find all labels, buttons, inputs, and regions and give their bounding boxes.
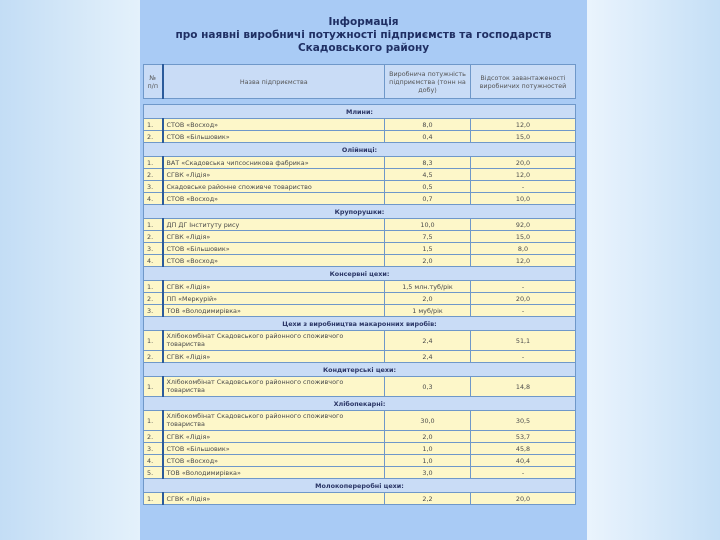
cell-name: ТОВ «Володимирівка» (163, 305, 385, 317)
section-title: Млини: (144, 105, 576, 119)
cell-load: 20,0 (471, 493, 576, 505)
cell-num: 1. (144, 119, 163, 131)
cell-capacity: 2,0 (385, 431, 471, 443)
cell-name: СГВК «Лідія» (163, 431, 385, 443)
cell-capacity: 2,2 (385, 493, 471, 505)
section-header-row (144, 105, 576, 119)
cell-capacity: 8,0 (385, 119, 471, 131)
cell-name: СТОВ «Більшовик» (163, 243, 385, 255)
cell-name: СГВК «Лідія» (163, 351, 385, 363)
capacity-table (143, 64, 576, 505)
cell-num: 4. (144, 455, 163, 467)
cell-num: 2. (144, 293, 163, 305)
cell-load: 10,0 (471, 193, 576, 205)
cell-num: 1. (144, 281, 163, 293)
cell-load: - (471, 281, 576, 293)
cell-load: 30,5 (471, 411, 576, 431)
cell-num: 1. (144, 411, 163, 431)
section-title: Консервні цехи: (144, 267, 576, 281)
cell-capacity: 10,0 (385, 219, 471, 231)
cell-num: 1. (144, 219, 163, 231)
cell-load: - (471, 305, 576, 317)
cell-capacity: 0,5 (385, 181, 471, 193)
cell-num: 2. (144, 169, 163, 181)
section-header-row (144, 267, 576, 281)
slide-background-left (0, 0, 140, 540)
cell-name: Хлібокомбінат Скадовського районного споживчого товариства (163, 377, 385, 397)
cell-num: 1. (144, 331, 163, 351)
cell-load: - (471, 181, 576, 193)
cell-load: 8,0 (471, 243, 576, 255)
document-panel (140, 0, 587, 540)
cell-capacity: 0,3 (385, 377, 471, 397)
cell-name: СГВК «Лідія» (163, 281, 385, 293)
cell-name: ДП ДГ Інституту рису (163, 219, 385, 231)
cell-num: 3. (144, 305, 163, 317)
section-title: Олійниці: (144, 143, 576, 157)
header-load: Відсоток завантаженості виробничих потужностей (471, 65, 576, 99)
slide-background-right (587, 0, 720, 540)
cell-name: СТОВ «Восход» (163, 119, 385, 131)
cell-capacity: 2,0 (385, 255, 471, 267)
cell-capacity: 0,7 (385, 193, 471, 205)
cell-capacity: 30,0 (385, 411, 471, 431)
cell-num: 2. (144, 431, 163, 443)
table-row (144, 411, 576, 431)
cell-load: 20,0 (471, 293, 576, 305)
table-row (144, 219, 576, 231)
section-header-row (144, 143, 576, 157)
cell-num: 1. (144, 493, 163, 505)
document-title (140, 0, 587, 61)
cell-name: СТОВ «Більшовик» (163, 443, 385, 455)
table-row (144, 455, 576, 467)
section-title: Хлібопекарні: (144, 397, 576, 411)
cell-num: 2. (144, 351, 163, 363)
section-header-row (144, 205, 576, 219)
cell-name: Хлібокомбінат Скадовського районного споживчого товариства (163, 411, 385, 431)
cell-num: 3. (144, 181, 163, 193)
cell-load: - (471, 351, 576, 363)
cell-num: 5. (144, 467, 163, 479)
cell-load: 12,0 (471, 169, 576, 181)
cell-capacity: 1,5 (385, 243, 471, 255)
table-row (144, 243, 576, 255)
table-row (144, 493, 576, 505)
table-row (144, 467, 576, 479)
table-row (144, 331, 576, 351)
table-row (144, 231, 576, 243)
header-num: № п/п (144, 65, 163, 99)
section-title: Крупорушки: (144, 205, 576, 219)
cell-capacity: 1,0 (385, 443, 471, 455)
section-header-row (144, 479, 576, 493)
cell-num: 2. (144, 231, 163, 243)
cell-capacity: 2,4 (385, 351, 471, 363)
cell-num: 1. (144, 157, 163, 169)
cell-name: СГВК «Лідія» (163, 231, 385, 243)
table-header-row (144, 65, 576, 99)
table-row (144, 377, 576, 397)
cell-load: 20,0 (471, 157, 576, 169)
section-title: Молокопереробні цехи: (144, 479, 576, 493)
section-header-row (144, 317, 576, 331)
table-row (144, 431, 576, 443)
section-header-row (144, 363, 576, 377)
title-line-2: про наявні виробничі потужності підприємств та господарств (175, 29, 552, 41)
cell-load: 15,0 (471, 231, 576, 243)
table-row (144, 119, 576, 131)
table-row (144, 157, 576, 169)
cell-load: 14,8 (471, 377, 576, 397)
cell-num: 4. (144, 193, 163, 205)
cell-num: 3. (144, 443, 163, 455)
cell-num: 3. (144, 243, 163, 255)
cell-capacity: 3,0 (385, 467, 471, 479)
cell-load: - (471, 467, 576, 479)
cell-capacity: 0,4 (385, 131, 471, 143)
cell-load: 45,8 (471, 443, 576, 455)
cell-capacity: 1,5 млн.туб/рік (385, 281, 471, 293)
cell-num: 4. (144, 255, 163, 267)
table-row (144, 169, 576, 181)
table-row (144, 255, 576, 267)
header-capacity: Виробнича потужність підприємства (тонн на добу) (385, 65, 471, 99)
cell-capacity: 4,5 (385, 169, 471, 181)
table-row (144, 193, 576, 205)
cell-name: ПП «Меркурій» (163, 293, 385, 305)
cell-load: 53,7 (471, 431, 576, 443)
cell-name: Скадовське районне споживче товариство (163, 181, 385, 193)
cell-name: СТОВ «Більшовик» (163, 131, 385, 143)
cell-load: 51,1 (471, 331, 576, 351)
cell-load: 40,4 (471, 455, 576, 467)
cell-num: 1. (144, 377, 163, 397)
header-name: Назва підприємства (163, 65, 385, 99)
cell-load: 12,0 (471, 119, 576, 131)
cell-name: СТОВ «Восход» (163, 255, 385, 267)
table-row (144, 131, 576, 143)
cell-num: 2. (144, 131, 163, 143)
cell-load: 12,0 (471, 255, 576, 267)
table-row (144, 293, 576, 305)
title-line-3: Скадовського району (297, 42, 430, 54)
table-row (144, 305, 576, 317)
section-title: Цехи з виробництва макаронних виробів: (144, 317, 576, 331)
cell-name: ВАТ «Скадовська чипсосникова фабрика» (163, 157, 385, 169)
table-row (144, 443, 576, 455)
cell-name: Хлібокомбінат Скадовського районного споживчого товариства (163, 331, 385, 351)
cell-capacity: 2,4 (385, 331, 471, 351)
cell-load: 15,0 (471, 131, 576, 143)
cell-load: 92,0 (471, 219, 576, 231)
cell-capacity: 2,0 (385, 293, 471, 305)
cell-name: СТОВ «Восход» (163, 455, 385, 467)
cell-name: СГВК «Лідія» (163, 493, 385, 505)
table-row (144, 181, 576, 193)
cell-capacity: 1 муб/рік (385, 305, 471, 317)
cell-capacity: 8,3 (385, 157, 471, 169)
table-row (144, 351, 576, 363)
cell-name: СТОВ «Восход» (163, 193, 385, 205)
title-line-1: Інформація (328, 16, 399, 28)
cell-capacity: 1,0 (385, 455, 471, 467)
section-header-row (144, 397, 576, 411)
cell-name: ТОВ «Володимирівка» (163, 467, 385, 479)
cell-name: СГВК «Лідія» (163, 169, 385, 181)
section-title: Кондитерські цехи: (144, 363, 576, 377)
table-row (144, 281, 576, 293)
cell-capacity: 7,5 (385, 231, 471, 243)
